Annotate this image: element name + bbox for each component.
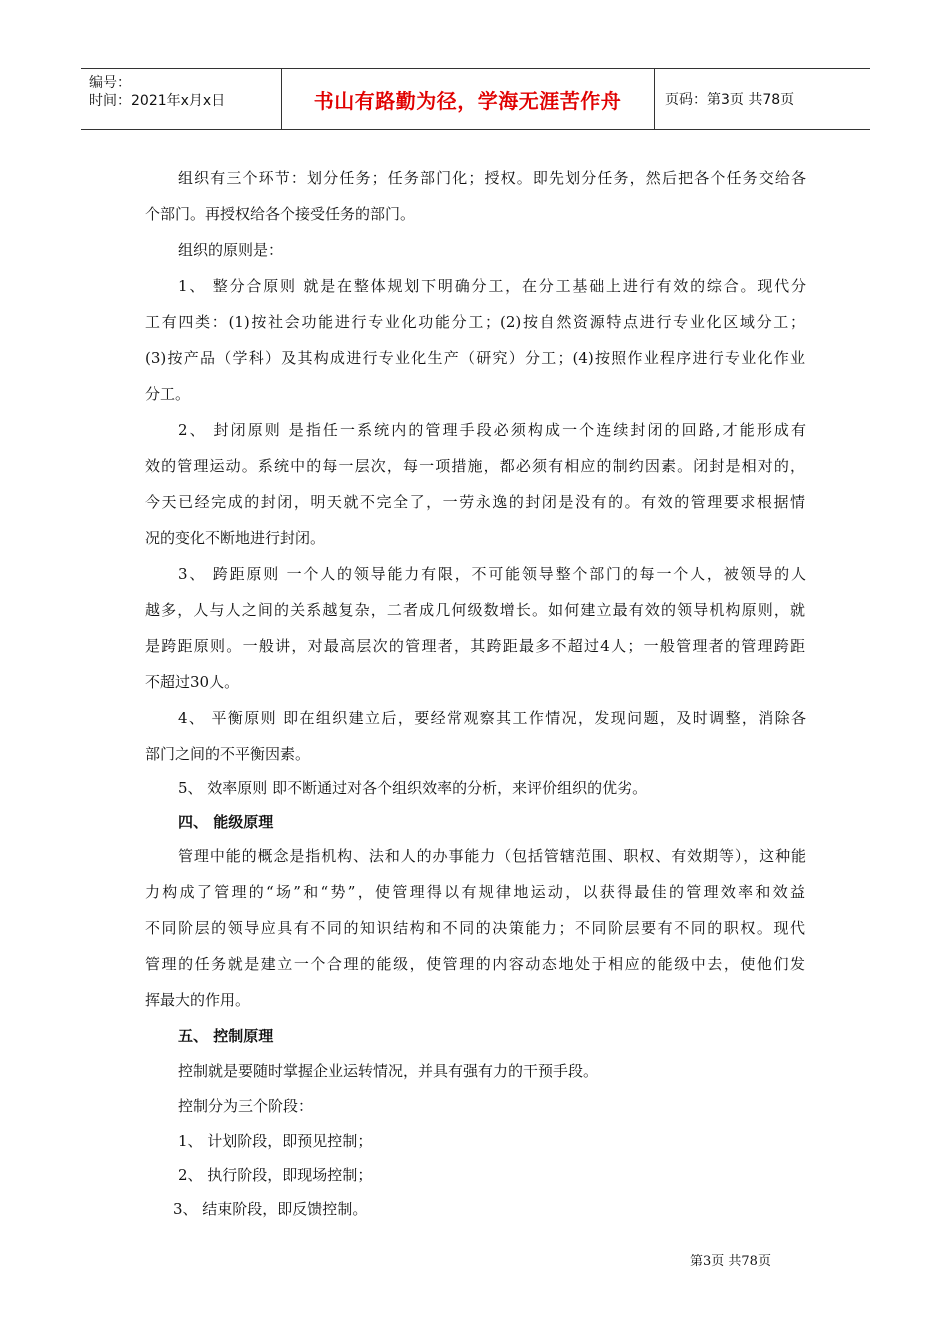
body-line: 部门之间的不平衡因素。 [145, 745, 311, 763]
document-number-label: 编号： [89, 75, 131, 91]
body-line: 是跨距原则。一般讲，对最高层次的管理者，其跨距最多不超过4人；一般管理者的管理跨距 [145, 637, 805, 655]
page-header [81, 68, 870, 130]
body-line: 控制就是要随时掌握企业运转情况，并具有强有力的干预手段。 [178, 1062, 599, 1080]
header-page-number: 页码：第3页 共78页 [665, 92, 795, 108]
body-line: 不超过30人。 [145, 673, 240, 691]
body-line: 2、 执行阶段，即现场控制； [178, 1166, 373, 1184]
section-heading: 五、 控制原理 [178, 1027, 274, 1045]
body-line: 控制分为三个阶段： [178, 1097, 314, 1115]
body-line: 效的管理运动。系统中的每一层次，每一项措施，都必须有相应的制约因素。闭封是相对的， [145, 457, 805, 475]
body-line: 组织的原则是： [178, 241, 284, 259]
body-line: 管理的任务就是建立一个合理的能级，使管理的内容动态地处于相应的能级中去，使他们发 [145, 955, 805, 973]
body-line: 2、 封闭原则 是指任一系统内的管理手段必须构成一个连续封闭的回路,才能形成有 [178, 421, 806, 439]
body-line: 管理中能的概念是指机构、法和人的办事能力（包括管辖范围、职权、有效期等），这种能 [178, 847, 806, 865]
body-line: 个部门。再授权给各个接受任务的部门。 [145, 205, 416, 223]
header-motto-cell [281, 69, 655, 129]
body-line: 分工。 [145, 385, 191, 403]
body-line: (3)按产品（学科）及其构成进行专业化生产（研究）分工；(4)按照作业程序进行专业化作业 [145, 349, 805, 367]
body-line: 3、 结束阶段，即反馈控制。 [173, 1200, 368, 1218]
page-footer: 第3页 共78页 [690, 1254, 771, 1269]
header-page-cell [655, 69, 870, 129]
header-motto: 书山有路勤为径，学海无涯苦作舟 [313, 88, 622, 113]
body-line: 况的变化不断地进行封闭。 [145, 529, 326, 547]
body-line: 力构成了管理的“场”和“势”，使管理得以有规律地运动，以获得最佳的管理效率和效益 [145, 883, 805, 901]
body-line: 1、 整分合原则 就是在整体规划下明确分工，在分工基础上进行有效的综合。现代分 [178, 277, 806, 295]
body-line: 4、 平衡原则 即在组织建立后，要经常观察其工作情况，发现问题，及时调整，消除各 [178, 709, 806, 727]
body-line: 工有四类：(1)按社会功能进行专业化功能分工；(2)按自然资源特点进行专业化区域分工； [145, 313, 805, 331]
body-line: 组织有三个环节：划分任务；任务部门化；授权。即先划分任务，然后把各个任务交给各 [178, 169, 806, 187]
section-heading: 四、 能级原理 [178, 813, 274, 831]
body-line: 越多，人与人之间的关系越复杂，二者成几何级数增长。如何建立最有效的领导机构原则，就 [145, 601, 805, 619]
document-time-label: 时间：2021年x月x日 [89, 93, 226, 109]
header-meta-cell [81, 69, 282, 129]
body-line: 今天已经完成的封闭，明天就不完全了，一劳永逸的封闭是没有的。有效的管理要求根据情 [145, 493, 805, 511]
body-line: 1、 计划阶段，即预见控制； [178, 1132, 373, 1150]
body-line: 挥最大的作用。 [145, 991, 251, 1009]
body-line: 3、 跨距原则 一个人的领导能力有限，不可能领导整个部门的每一个人，被领导的人 [178, 565, 806, 583]
body-line: 不同阶层的领导应具有不同的知识结构和不同的决策能力；不同阶层要有不同的职权。现代 [145, 919, 805, 937]
body-line: 5、 效率原则 即不断通过对各个组织效率的分析，来评价组织的优劣。 [178, 779, 648, 797]
